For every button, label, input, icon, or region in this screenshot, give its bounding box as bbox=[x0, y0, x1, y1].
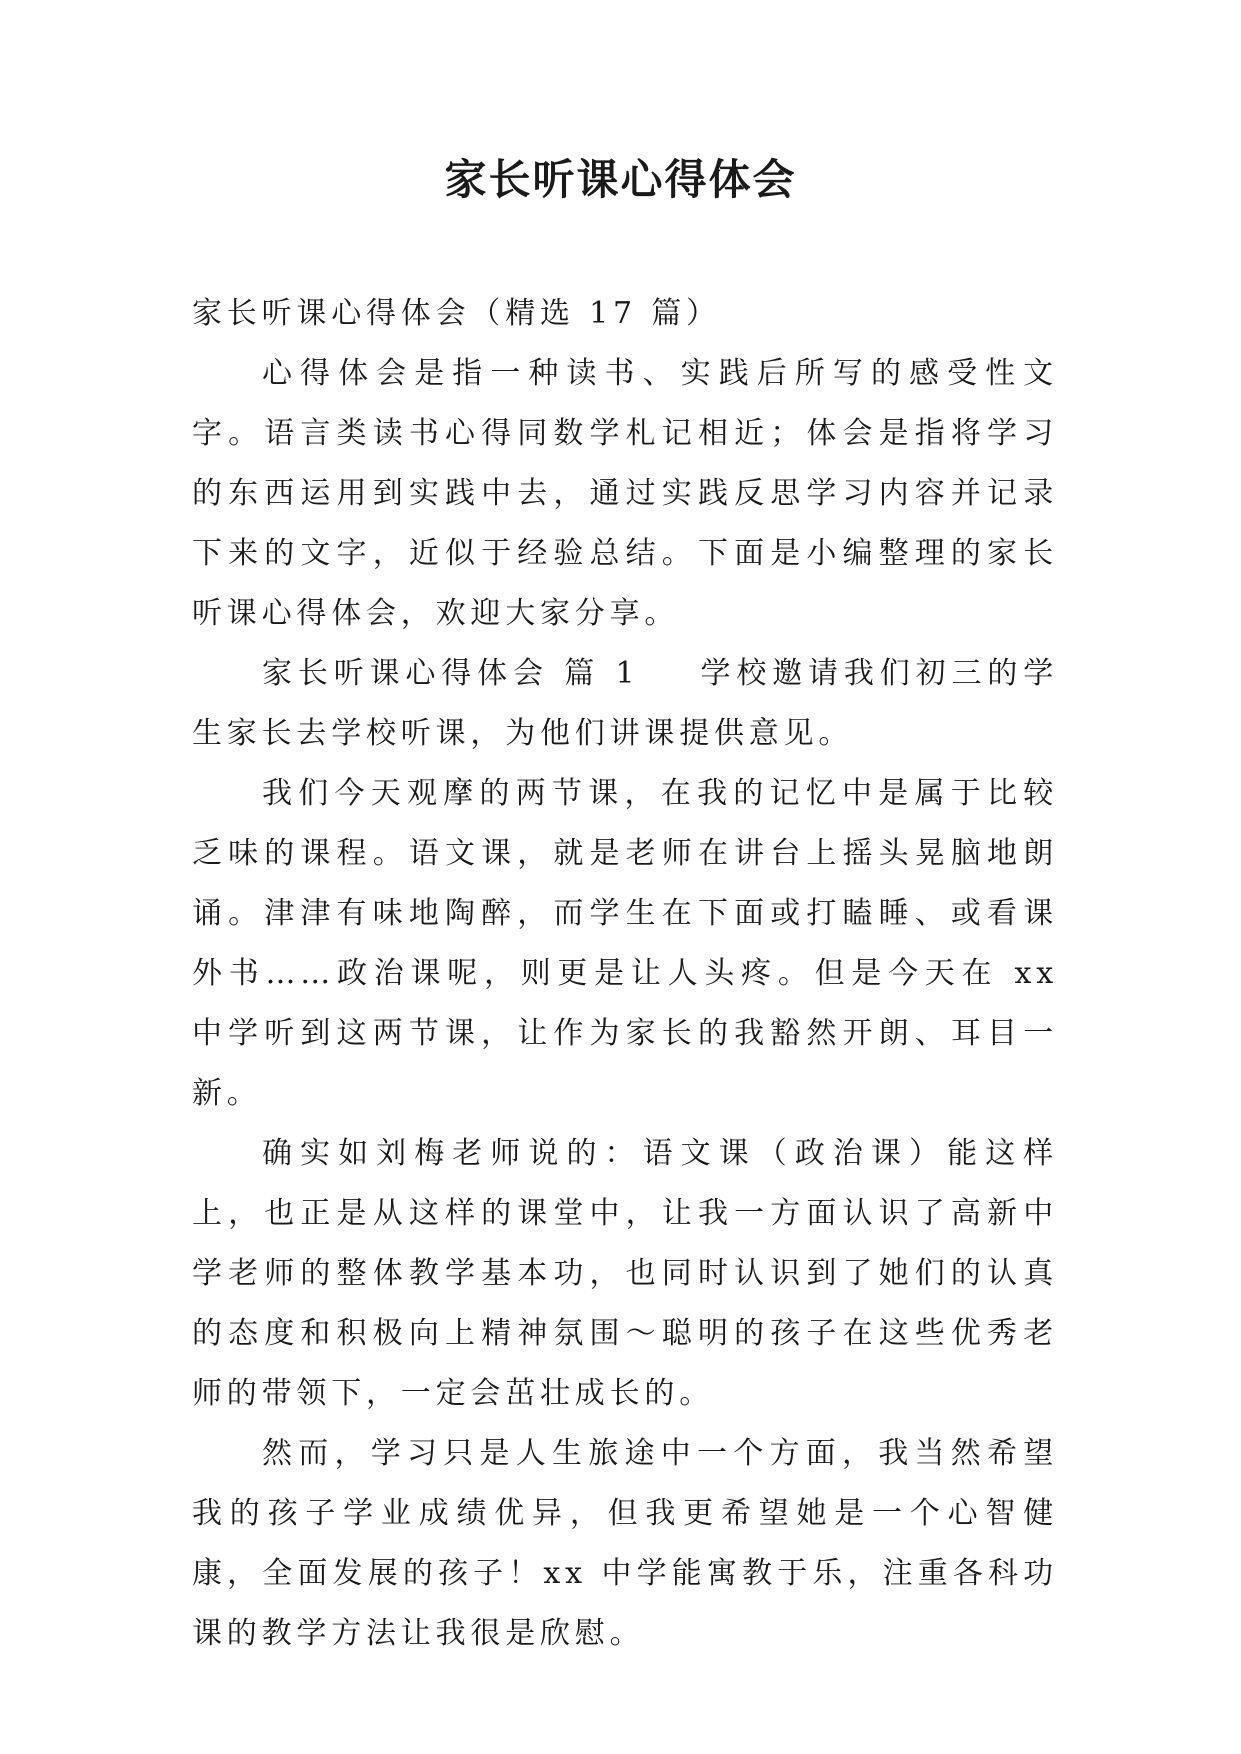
document-subtitle: 家长听课心得体会（精选 17 篇） bbox=[192, 296, 721, 331]
document-title: 家长听课心得体会 bbox=[444, 155, 797, 204]
body-paragraph-2: 确实如刘梅老师说的：语文课（政治课）能这样上，也正是从这样的课堂中，让我一方面认识了高新中学老师的整体教学基本功，也同时认识到了她们的认真的态度和积极向上精神氛围～聪明的孩子在这些优秀老师的带领下，一定会茁壮成长的。 bbox=[192, 1136, 1058, 1411]
section-1-paragraph bbox=[192, 644, 1058, 764]
body-paragraph-3: 然而，学习只是人生旅途中一个方面，我当然希望我的孩子学业成绩优异，但我更希望她是一个心智健康，全面发展的孩子！xx 中学能寓教于乐，注重各科功课的教学方法让我很是欣慰。 bbox=[192, 1436, 1058, 1651]
section-1-heading: 家长听课心得体会 篇 1 bbox=[262, 656, 640, 691]
body-paragraph-1: 我们今天观摩的两节课，在我的记忆中是属于比较乏味的课程。语文课，就是老师在讲台上摇头晃脑地朗诵。津津有味地陶醉，而学生在下面或打瞌睡、或看课外书……政治课呢，则更是让人头疼。但是今天在 xx 中学听到这两节课，让作为家长的我豁然开朗、耳目一新。 bbox=[192, 776, 1058, 1111]
document-body bbox=[192, 284, 1058, 1664]
intro-paragraph: 心得体会是指一种读书、实践后所写的感受性文字。语言类读书心得同数学札记相近；体会是指将学习的东西运用到实践中去，通过实践反思学习内容并记录下来的文字，近似于经验总结。下面是小编整理的家长听课心得体会，欢迎大家分享。 bbox=[192, 356, 1058, 631]
section-1-lead: 学校邀请我们初三的学生家长去学校听课，为他们讲课提供意见。 bbox=[192, 656, 1058, 751]
